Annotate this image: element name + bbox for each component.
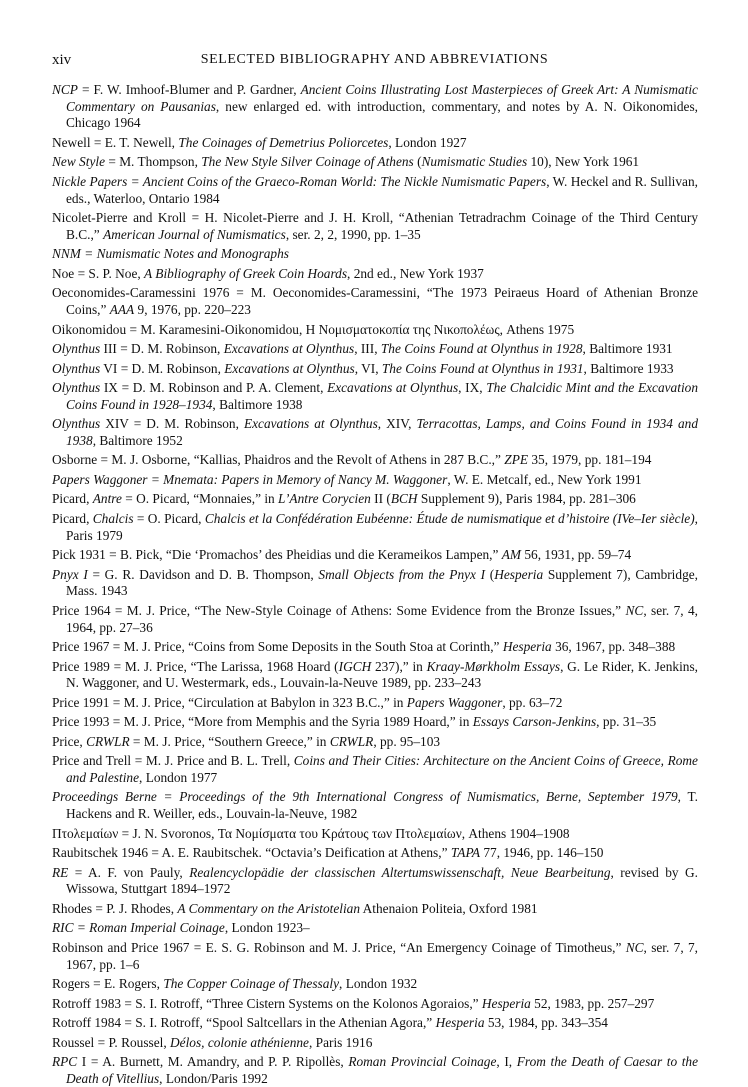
entry-text: , Baltimore 1938 (212, 396, 303, 412)
bibliography-entry (52, 734, 698, 751)
entry-text: , revised by G. Wissowa, Stuttgart 1894–1972 (66, 864, 698, 897)
entry-text: Newell = E. T. Newell, (52, 134, 179, 150)
entry-italic-text: Excavations at Olynthus (223, 341, 355, 357)
entry-text: , new enlarged ed. with introduction, commentary, and notes by A. N. Oikonomides, Chicago 1964 (66, 98, 698, 131)
entry-text: , London 1923– (224, 920, 310, 936)
entry-italic-text: Roman Provincial Coinage (348, 1054, 497, 1070)
running-title: SELECTED BIBLIOGRAPHY AND ABBREVIATIONS (200, 52, 549, 67)
bibliography-entry (52, 845, 698, 862)
entry-italic-text: The Coinages of Demetrius Poliorcetes (178, 134, 389, 150)
entry-italic-text: Antre (92, 491, 122, 507)
bibliography-entry (52, 472, 698, 489)
entry-italic-text: New Style (52, 154, 105, 170)
entry-text: , W. E. Metcalf, ed., New York 1991 (447, 471, 642, 487)
entry-text: VI = D. M. Robinson, (100, 360, 225, 376)
entry-italic-text: Délos, colonie athénienne (170, 1034, 309, 1050)
entry-text: = F. W. Imhoof-Blumer and P. Gardner, (77, 82, 301, 97)
entry-italic-text: Proceedings Berne = Proceedings of the 9th International Congress of Numismatics, Berne, September 1979 (52, 789, 678, 805)
entry-italic-text: Numismatic Studies (421, 154, 528, 170)
bibliography-entry (52, 452, 698, 469)
entry-italic-text: Ancient Coins Illustrating Lost Masterpieces of Greek Art: A Numismatic Commentary on Pausanias (66, 82, 698, 114)
bibliography-entry (52, 154, 698, 171)
entry-text: , III, (354, 341, 381, 357)
entry-italic-text: AM (501, 547, 522, 563)
bibliography-entry (52, 901, 698, 918)
entry-text: , Baltimore 1952 (92, 432, 183, 448)
entry-text: Price, (52, 733, 87, 749)
entry-text: 10), New York 1961 (527, 154, 640, 170)
bibliography-entry (52, 714, 698, 731)
bibliography-entry (52, 695, 698, 712)
entry-text: , 2nd ed., New York 1937 (347, 265, 484, 281)
entry-text: = A. F. von Pauly, (68, 864, 190, 880)
entry-italic-text: Olynthus (52, 380, 101, 396)
entry-italic-text: From the Death of Caesar to the Death of Vitellius (66, 1054, 699, 1086)
entry-italic-text: Papers Waggoner = Mnemata: Papers in Memory of Nancy M. Waggoner (52, 471, 448, 487)
entry-italic-text: IGCH (338, 658, 372, 674)
entry-italic-text: Excavations at Olynthus (243, 416, 378, 432)
entry-text: 52, 1983, pp. 257–297 (530, 995, 655, 1011)
bibliography-entry (52, 135, 698, 152)
entry-text: Rhodes = P. J. Rhodes, (52, 900, 178, 916)
entry-text: Supplement 9), Paris 1984, pp. 281–306 (417, 491, 636, 507)
bibliography-entry (52, 567, 698, 600)
entry-text: = O. Picard, (133, 510, 205, 526)
entry-italic-text: The Coins Found at Olynthus in 1928 (380, 341, 583, 357)
entry-italic-text: BCH (390, 491, 418, 507)
entry-text: XIV = D. M. Robinson, (100, 416, 244, 432)
entry-text: , Baltimore 1933 (583, 360, 674, 376)
entry-text: , Paris 1916 (308, 1034, 373, 1050)
bibliography-entry (52, 266, 698, 283)
entry-italic-text: Chalcis et la Confédération Eubéenne: Étude de numismatique et d’histoire (IVe–Ier siècle) (204, 510, 695, 526)
entry-text: = M. J. Price, “Southern Greece,” in (129, 733, 330, 749)
bibliography-entry (52, 322, 698, 339)
entry-italic-text: The Coins Found at Olynthus in 1931 (381, 360, 584, 376)
bibliography-entry (52, 1015, 698, 1032)
entry-text: , G. Le Rider, K. Jenkins, N. Waggoner, and U. Westermark, eds., Louvain-la-Neuve 1989, pp. 233–243 (66, 658, 698, 691)
entry-italic-text: Excavations at Olynthus (224, 360, 355, 376)
bibliography-entry (52, 1054, 698, 1087)
entry-text: Price 1964 = M. J. Price, “The New-Style Coinage of Athens: Some Evidence from the Bronze Issues,” (52, 602, 626, 618)
entry-italic-text: L’Antre Corycien (278, 491, 371, 507)
entry-text: Nicolet-Pierre and Kroll = H. Nicolet-Pierre and J. H. Kroll, “Athenian Tetradrachm Coinage of the Third Century B.C.,” (52, 210, 698, 242)
entry-text: Price 1989 = M. J. Price, “The Larissa, 1968 Hoard ( (52, 658, 339, 674)
entry-italic-text: Terracottas, Lamps, and Coins Found in 1934 and 1938 (66, 416, 698, 448)
page-number: xiv (52, 52, 72, 68)
entry-text: , Baltimore 1931 (582, 341, 673, 357)
entry-text: , London 1932 (339, 976, 418, 992)
bibliography-entry (52, 547, 698, 564)
bibliography-entry (52, 940, 698, 973)
entry-italic-text: Papers Waggoner (406, 694, 503, 710)
entry-italic-text: A Bibliography of Greek Coin Hoards (144, 265, 348, 281)
entry-text: Picard, (52, 510, 93, 526)
entry-italic-text: Olynthus (52, 416, 101, 432)
entry-italic-text: Hesperia (481, 995, 531, 1011)
bibliography-entry (52, 361, 698, 378)
entry-italic-text: CRWLR (86, 733, 130, 749)
entry-italic-text: TAPA (450, 845, 481, 861)
entry-text: , IX, (458, 380, 487, 396)
entry-text: Raubitschek 1946 = A. E. Raubitschek. “Octavia’s Deification at Athens,” (52, 845, 451, 861)
bibliography-entry (52, 753, 698, 786)
bibliography-entry (52, 210, 698, 243)
entry-text: 237),” in (371, 658, 427, 674)
entry-text: , London 1977 (139, 769, 218, 785)
entry-text: Oikonomidou = M. Karamesini-Oikonomidou, Η Νομισματοκοπία της Νικοπολέως, Athens 1975 (52, 321, 575, 337)
entry-italic-text: RPC (52, 1054, 78, 1070)
entry-italic-text: Olynthus (52, 360, 101, 376)
entry-text: 56, 1931, pp. 59–74 (521, 547, 632, 563)
bibliography-entry (52, 285, 698, 318)
bibliography-entry (52, 1035, 698, 1052)
entry-italic-text: Hesperia (494, 566, 544, 582)
entry-text: 53, 1984, pp. 343–354 (484, 1015, 608, 1031)
entry-text: ( (413, 154, 422, 170)
bibliography-entry (52, 976, 698, 993)
bibliography-entry (52, 603, 698, 636)
entry-text: Price 1991 = M. J. Price, “Circulation at Babylon in 323 B.C.,” in (52, 694, 407, 710)
entry-text: Pick 1931 = B. Pick, “Die ‘Promachos’ des Pheidias und die Kerameikos Lampen,” (52, 547, 502, 563)
bibliography-entry (52, 996, 698, 1013)
entry-italic-text: Kraay-Mørkholm Essays (426, 658, 561, 674)
entry-italic-text: Small Objects from the Pnyx I (318, 566, 486, 582)
entry-italic-text: NC (625, 939, 644, 955)
entry-italic-text: ZPE (504, 452, 529, 468)
entry-italic-text: Olynthus (52, 341, 101, 357)
entry-text: 77, 1946, pp. 146–150 (480, 845, 604, 861)
entry-text: , Paris 1979 (66, 510, 698, 543)
entry-text: , London 1927 (388, 134, 467, 150)
bibliography-entry (52, 341, 698, 358)
entry-italic-text: The New Style Silver Coinage of Athens (201, 154, 414, 170)
entry-italic-text: RIC = Roman Imperial Coinage (52, 920, 225, 936)
bibliography-entry (52, 416, 698, 449)
bibliography-entry (52, 639, 698, 656)
bibliography-entry (52, 865, 698, 898)
entry-text: II ( (370, 491, 391, 507)
entry-italic-text: The Copper Coinage of Thessaly (163, 976, 340, 992)
bibliography-entry (52, 511, 698, 544)
entry-text: Rotroff 1984 = S. I. Rotroff, “Spool Saltcellars in the Athenian Agora,” (52, 1015, 436, 1031)
entry-italic-text: Essays Carson-Jenkins (472, 714, 597, 730)
entry-text: , pp. 31–35 (596, 714, 657, 730)
entry-text: Price 1993 = M. J. Price, “More from Memphis and the Syria 1989 Hoard,” in (52, 714, 473, 730)
page-header (52, 52, 697, 72)
entry-text: Rotroff 1983 = S. I. Rotroff, “Three Cistern Systems on the Kolonos Agoraios,” (52, 995, 482, 1011)
entry-text: = G. R. Davidson and D. B. Thompson, (87, 566, 319, 582)
entry-italic-text: AAA (109, 302, 135, 318)
entry-text: Robinson and Price 1967 = E. S. G. Robinson and M. J. Price, “An Emergency Coinage of Timotheus,” (52, 939, 626, 955)
entry-text: , London/Paris 1992 (159, 1070, 268, 1086)
bibliography-entry (52, 920, 698, 937)
entry-text: Oeconomides-Caramessini 1976 = M. Oeconomides-Caramessini, “The 1973 Peiraeus Hoard of Athenian Bronze Coins,” (52, 285, 698, 318)
entry-text: Athenaion Politeia, Oxford 1981 (360, 900, 538, 916)
entry-text: Osborne = M. J. Osborne, “Kallias, Phaidros and the Revolt of Athens in 287 B.C.,” (52, 452, 505, 468)
entry-italic-text: Realencyclopädie der classischen Altertumswissenschaft, Neue Bearbeitung (189, 864, 611, 880)
bibliography-entry (52, 789, 698, 822)
entry-text: , I, (496, 1054, 517, 1070)
bibliography-entry (52, 82, 698, 132)
entry-text: , VI, (354, 360, 382, 376)
bibliography-list (52, 82, 698, 1087)
entry-text: , ser. 2, 2, 1990, pp. 1–35 (285, 226, 421, 242)
entry-text: Supplement 7), Cambridge, Mass. 1943 (66, 566, 698, 599)
bibliography-entry (52, 380, 698, 413)
entry-text: Roussel = P. Roussel, (52, 1034, 171, 1050)
bibliography-entry (52, 826, 698, 843)
entry-italic-text: RE (52, 864, 69, 880)
entry-text: I = A. Burnett, M. Amandry, and P. P. Ripollès, (77, 1054, 349, 1070)
entry-text: Picard, (52, 491, 93, 507)
entry-text: IX = D. M. Robinson and P. A. Clement, (100, 380, 328, 396)
entry-text: ( (485, 566, 495, 582)
entry-text: = M. Thompson, (105, 154, 202, 170)
entry-text: , W. Heckel and R. Sullivan, eds., Waterloo, Ontario 1984 (66, 173, 698, 206)
bibliography-entry (52, 174, 698, 207)
entry-text: , XIV, (377, 416, 417, 432)
entry-text: , T. Hackens and R. Weiller, eds., Louvain-la-Neuve, 1982 (66, 789, 698, 822)
entry-italic-text: American Journal of Numismatics (103, 226, 286, 242)
bibliography-entry (52, 659, 698, 692)
entry-text: Price 1967 = M. J. Price, “Coins from Some Deposits in the South Stoa at Corinth,” (52, 639, 503, 655)
bibliography-entry (52, 491, 698, 508)
entry-italic-text: The Chalcidic Mint and the Excavation Coins Found in 1928–1934 (66, 380, 698, 412)
entry-italic-text: Hesperia (435, 1015, 485, 1031)
entry-text: Noe = S. P. Noe, (52, 265, 145, 281)
entry-text: , pp. 95–103 (373, 733, 441, 749)
entry-italic-text: NCP (52, 82, 78, 97)
entry-italic-text: NNM = Numismatic Notes and Monographs (52, 246, 289, 262)
entry-text: = O. Picard, “Monnaies,” in (121, 491, 279, 507)
entry-text: III = D. M. Robinson, (100, 341, 224, 357)
entry-text: Rogers = E. Rogers, (52, 976, 164, 992)
entry-italic-text: CRWLR (329, 733, 374, 749)
entry-italic-text: Chalcis (92, 510, 134, 526)
entry-text: , pp. 63–72 (502, 694, 563, 710)
entry-text: 9, 1976, pp. 220–223 (134, 302, 251, 318)
entry-italic-text: A Commentary on the Aristotelian (177, 900, 361, 916)
entry-text: Πτολεμαίων = J. N. Svoronos, Τα Νομίσματα του Κράτους των Πτολεμαίων, Athens 1904–1908 (52, 825, 570, 841)
entry-text: 35, 1979, pp. 181–194 (528, 452, 652, 468)
entry-text: , ser. 7, 4, 1964, pp. 27–36 (66, 602, 698, 635)
entry-italic-text: Hesperia (502, 639, 552, 655)
entry-text: 36, 1967, pp. 348–388 (551, 639, 676, 655)
entry-text: Price and Trell = M. J. Price and B. L. Trell, (52, 753, 294, 769)
bibliography-entry (52, 246, 698, 263)
entry-italic-text: Nickle Papers = Ancient Coins of the Graeco-Roman World: The Nickle Numismatic Papers (52, 173, 547, 189)
entry-italic-text: Pnyx I (52, 566, 88, 582)
entry-text: , ser. 7, 7, 1967, pp. 1–6 (66, 939, 698, 972)
entry-italic-text: Excavations at Olynthus (327, 380, 459, 396)
entry-italic-text: NC (625, 602, 644, 618)
entry-italic-text: Coins and Their Cities: Architecture on the Ancient Coins of Greece, Rome and Palestine (66, 753, 698, 785)
